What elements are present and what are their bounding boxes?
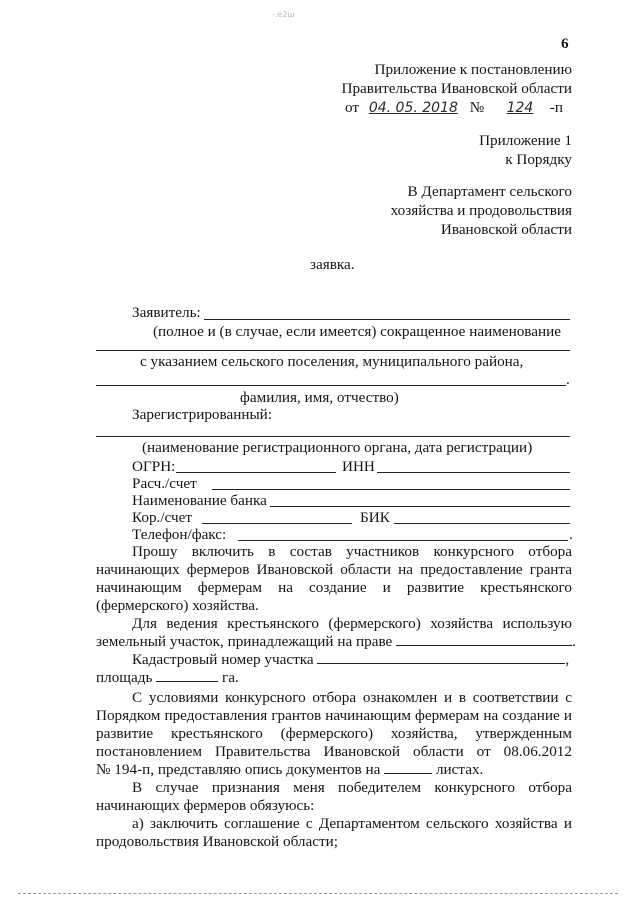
header-line-2: Правительства Ивановской области bbox=[341, 80, 572, 97]
p4-line-5-text: № 194-п, представляю опись документов на bbox=[96, 761, 381, 778]
header-number-handwritten: 124 bbox=[506, 100, 534, 116]
page-number: 6 bbox=[561, 35, 569, 52]
ogrn-label: ОГРН: bbox=[132, 458, 176, 475]
blank-line-2-period: . bbox=[566, 371, 570, 388]
recipient-line-1: В Департамент сельского bbox=[407, 183, 572, 200]
inn-label: ИНН bbox=[342, 458, 375, 475]
p4-line-3: развитие крестьянского (фермерского) хозяйства, утвержденным bbox=[96, 725, 572, 742]
header-date-line bbox=[345, 98, 563, 118]
document-title: заявка. bbox=[310, 256, 355, 273]
sheets-count-field bbox=[384, 773, 432, 774]
appendix-line-2: к Порядку bbox=[505, 151, 572, 168]
p2-line-1: Для ведения крестьянского (фермерского) хозяйства использую bbox=[132, 615, 572, 632]
scan-bottom-edge bbox=[18, 893, 618, 894]
header-suffix: -п bbox=[549, 99, 563, 116]
cadastral-comma: , bbox=[565, 651, 570, 668]
area-field bbox=[156, 681, 218, 682]
blank-line-2 bbox=[96, 385, 566, 386]
corr-account-label: Кор./счет bbox=[132, 509, 193, 526]
header-from: от bbox=[345, 99, 360, 116]
bank-label: Наименование банка bbox=[132, 492, 267, 509]
p2-line-2-text: земельный участок, принадлежащий на праве bbox=[96, 633, 393, 650]
blank-line-3 bbox=[96, 436, 570, 437]
phone-label: Телефон/факс: bbox=[132, 526, 227, 543]
area-label: площадь bbox=[96, 669, 153, 686]
blank-line-1 bbox=[96, 350, 570, 351]
p4-line-1: С условиями конкурсного отбора ознакомлен и в соответствии с bbox=[132, 689, 572, 706]
bik-field-line bbox=[394, 523, 570, 524]
cadastral-label: Кадастровый номер участка bbox=[132, 651, 314, 668]
corr-account-field-line bbox=[202, 523, 352, 524]
hint-fio: фамилия, имя, отчество) bbox=[240, 389, 399, 406]
applicant-field-line bbox=[204, 319, 570, 320]
p1-line-2: начинающих фермеров Ивановской области на предоставление гранта bbox=[96, 561, 572, 578]
phone-field-line bbox=[238, 540, 568, 541]
area-unit: га. bbox=[221, 669, 239, 686]
p4-line-5 bbox=[96, 760, 483, 780]
p5-line-1: В случае признания меня победителем конкурсного отбора bbox=[132, 779, 572, 796]
p4-line-5-end: листах. bbox=[435, 761, 484, 778]
header-date-handwritten: 04. 05. 2018 bbox=[368, 100, 458, 116]
land-right-field bbox=[396, 645, 572, 646]
account-field-line bbox=[212, 489, 570, 490]
header-line-1: Приложение к постановлению bbox=[374, 61, 572, 78]
appendix-line-1: Приложение 1 bbox=[479, 132, 572, 149]
ogrn-field-line bbox=[176, 472, 336, 473]
p2-line-2-end: . bbox=[572, 633, 576, 650]
p6-line-1: а) заключить соглашение с Департаментом сельского хозяйства и bbox=[132, 815, 572, 832]
hint-location: с указанием сельского поселения, муниципального района, bbox=[140, 353, 524, 370]
header-num-sign: № bbox=[469, 99, 485, 116]
applicant-label: Заявитель: bbox=[132, 304, 201, 321]
p1-line-4: (фермерского) хозяйства. bbox=[96, 597, 259, 614]
hint-registration: (наименование регистрационного органа, дата регистрации) bbox=[142, 439, 533, 456]
cadastral-field bbox=[317, 663, 565, 664]
p3-line-2 bbox=[96, 668, 239, 688]
p4-line-4: постановлением Правительства Ивановской области от 08.06.2012 bbox=[96, 743, 572, 760]
registered-label: Зарегистрированный: bbox=[132, 406, 273, 423]
p4-line-2: Порядком предоставления грантов начинающим фермерам на создание и bbox=[96, 707, 572, 724]
bank-field-line bbox=[270, 506, 570, 507]
p1-line-1: Прошу включить в состав участников конкурсного отбора bbox=[132, 543, 572, 560]
p3-line-1 bbox=[132, 650, 569, 670]
p6-line-2: продовольствия Ивановской области; bbox=[96, 833, 338, 850]
hint-full-name: (полное и (в случае, если имеется) сокращенное наименование bbox=[153, 323, 562, 340]
recipient-line-2: хозяйства и продовольствия bbox=[390, 202, 572, 219]
p2-line-2 bbox=[96, 632, 576, 652]
inn-field-line bbox=[377, 472, 570, 473]
phone-end-period: . bbox=[569, 526, 573, 543]
p5-line-2: начинающих фермеров обязуюсь: bbox=[96, 797, 315, 814]
recipient-line-3: Ивановской области bbox=[440, 221, 572, 238]
bik-label: БИК bbox=[360, 509, 390, 526]
p1-line-3: начинающим фермерам на создание и развитие крестьянского bbox=[96, 579, 572, 596]
scan-mark: -.е2ш bbox=[272, 10, 295, 19]
account-label: Расч./счет bbox=[132, 475, 197, 492]
